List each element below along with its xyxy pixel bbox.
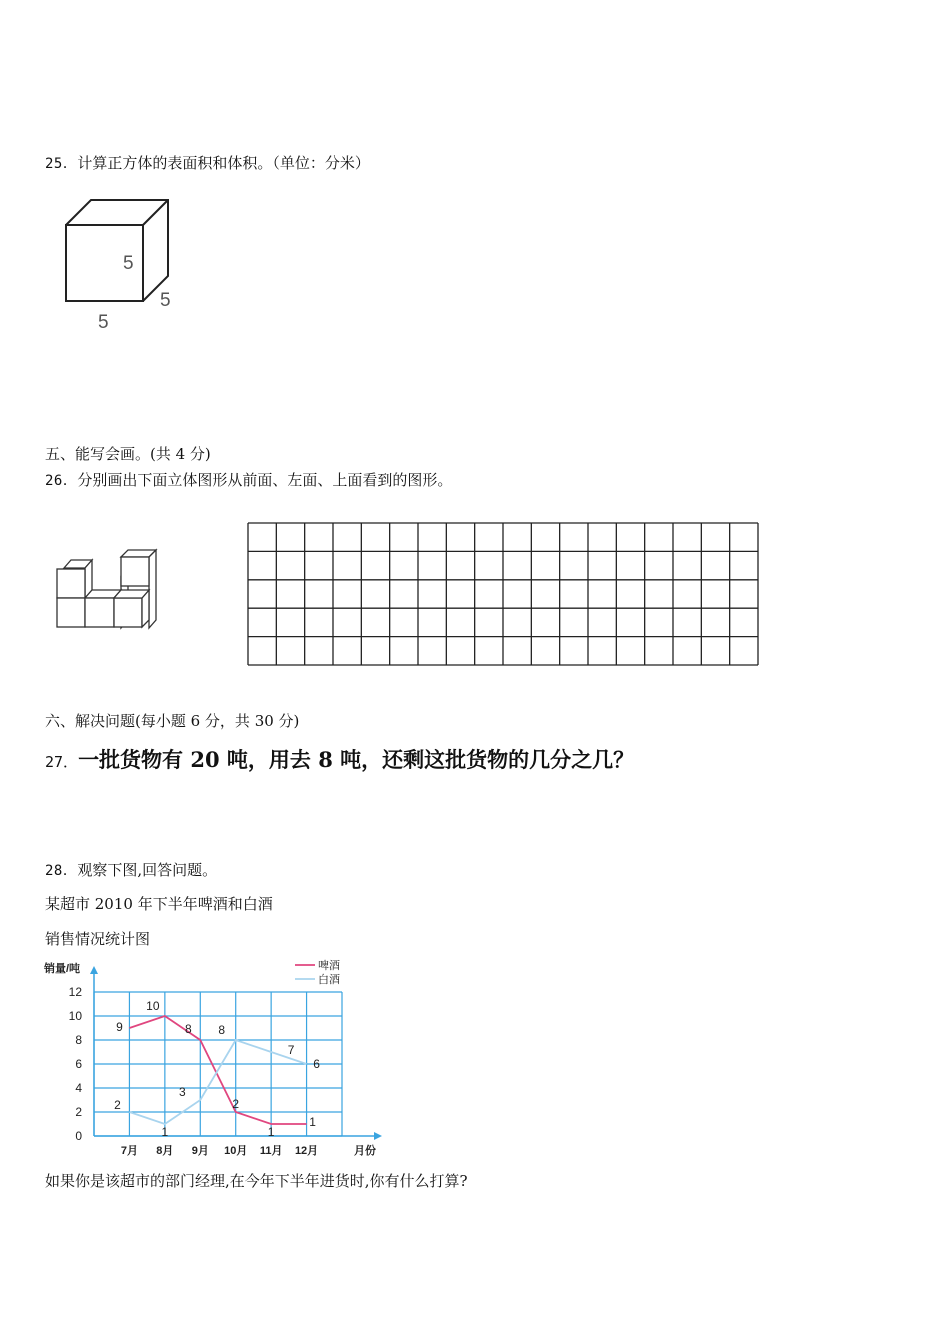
data-label: 6 (313, 1057, 320, 1071)
chart-legend (295, 959, 340, 986)
q26-line (45, 469, 452, 490)
q28-line (45, 859, 217, 880)
q25-number: 25． (45, 156, 78, 172)
cube-top-right-edge (143, 200, 168, 225)
chart-title-line1: 某超市 2010 年下半年啤酒和白酒 (45, 895, 273, 913)
q26-number: 26． (45, 473, 78, 489)
line-chart (40, 955, 390, 1165)
q28-question: 如果你是该超市的部门经理,在今年下半年进货时,你有什么打算? (45, 1172, 468, 1190)
chart-title-line2: 销售情况统计图 (45, 930, 151, 948)
block-figure (50, 545, 165, 635)
y-tick-label: 0 (75, 1129, 82, 1143)
x-tick-label: 12月 (294, 1145, 319, 1157)
y-tick-label: 8 (75, 1033, 82, 1047)
legend-label: 啤酒 (318, 960, 340, 972)
q25-line (45, 152, 370, 173)
section6-title: 六、解决问题(每小题 6 分，共 30 分) (45, 712, 300, 730)
cube-front-4 (114, 598, 142, 627)
data-label: 10 (146, 999, 160, 1013)
cube-front-2 (57, 598, 85, 627)
data-label: 8 (218, 1023, 226, 1037)
data-label: 1 (309, 1115, 316, 1129)
drawing-grid (246, 521, 761, 668)
q28-text: 观察下图,回答问题。 (77, 861, 218, 879)
cube-front-5 (121, 557, 149, 586)
y-axis-label: 销量/吨 (44, 963, 81, 975)
q25-text: 计算正方体的表面积和体积。（单位：分米） (77, 154, 370, 172)
q27-number: 27． (45, 753, 79, 771)
data-label: 8 (184, 1022, 192, 1036)
cube-front-1 (57, 569, 85, 598)
y-tick-label: 6 (75, 1057, 82, 1071)
data-label: 9 (116, 1020, 123, 1034)
q26-text: 分别画出下面立体图形从前面、左面、上面看到的图形。 (77, 471, 453, 489)
block-front-top-face (114, 590, 149, 598)
y-tick-label: 4 (75, 1081, 82, 1095)
x-tick-label: 7月 (120, 1145, 138, 1157)
cube-figure (55, 192, 190, 332)
cube-label-width: 5 (98, 312, 109, 332)
data-label: 7 (287, 1043, 295, 1057)
section5-title: 五、能写会画。(共 4 分) (45, 445, 211, 463)
y-axis-arrow (90, 966, 98, 974)
cube-front-3 (85, 598, 114, 627)
x-tick-label: 9月 (191, 1145, 209, 1157)
x-axis-arrow (374, 1132, 382, 1140)
data-label: 1 (161, 1125, 169, 1139)
block-right-end-side (149, 550, 156, 628)
cube-label-depth: 5 (160, 290, 171, 311)
q27-text: 一批货物有 20 吨，用去 8 吨，还剩这批货物的几分之几？ (78, 747, 635, 772)
y-tick-label: 2 (75, 1105, 82, 1119)
legend-label: 白酒 (318, 974, 340, 986)
y-tick-label: 10 (68, 1009, 82, 1023)
x-tick-label: 8月 (156, 1145, 174, 1157)
y-tick-label: 12 (68, 985, 82, 999)
data-label: 2 (232, 1097, 240, 1111)
data-label: 3 (178, 1085, 186, 1099)
x-tick-label: 11月 (259, 1145, 283, 1157)
x-tick-label: 10月 (224, 1145, 248, 1157)
x-axis-label: 月份 (354, 1145, 376, 1157)
data-label: 1 (267, 1125, 275, 1139)
data-label: 2 (114, 1098, 121, 1112)
cube-label-height: 5 (123, 253, 134, 274)
q27-line (45, 744, 634, 774)
q28-number: 28． (45, 863, 78, 879)
